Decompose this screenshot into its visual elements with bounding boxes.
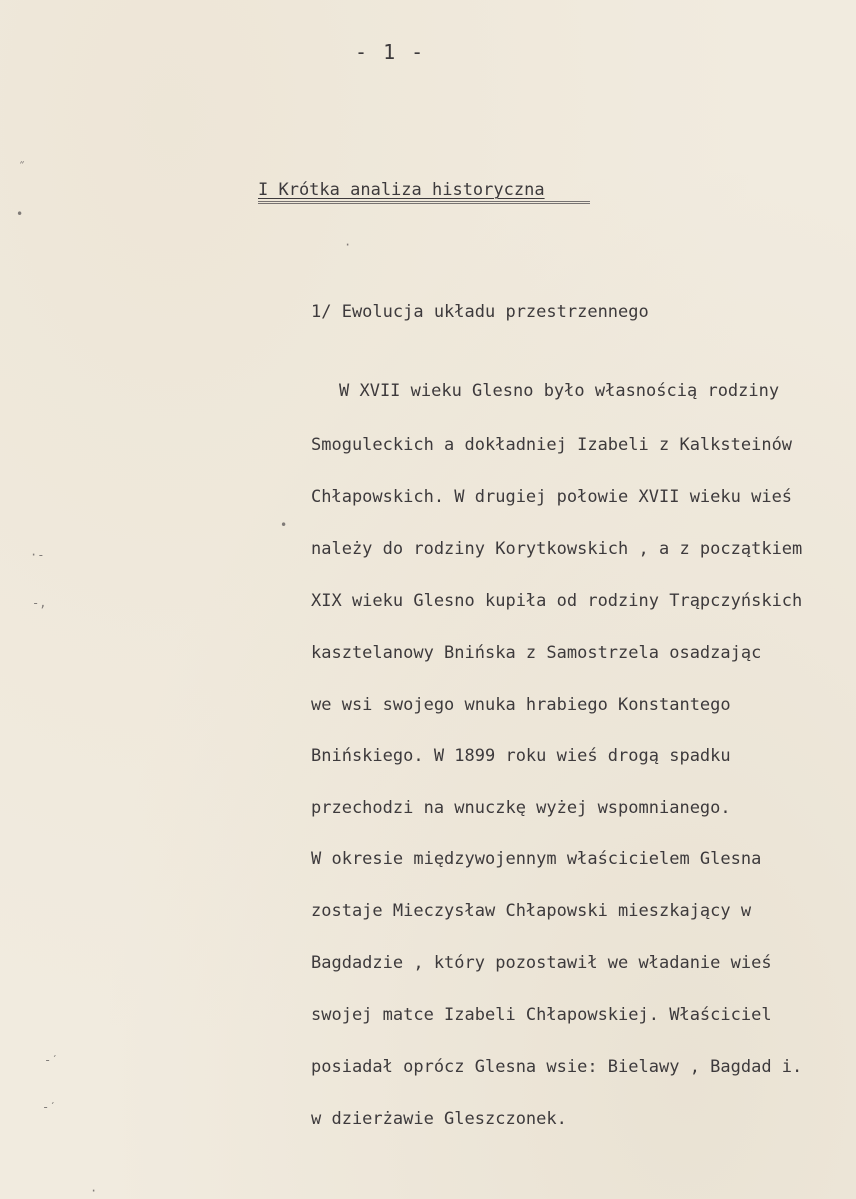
body-line: posiadał oprócz Glesna wsie: Bielawy , Bagdad i. <box>311 1057 803 1077</box>
body-line: zostaje Mieczysław Chłapowski mieszkający w <box>311 901 752 921</box>
body-line: Smoguleckich a dokładniej Izabeli z Kalksteinów <box>311 435 793 455</box>
scan-speck: • <box>280 518 288 532</box>
scan-speck: -ˊ <box>44 1053 59 1067</box>
body-line: Bagdadzie , który pozostawił we władanie wieś <box>311 953 772 973</box>
scan-speck: ·- <box>30 548 45 562</box>
body-line: w dzierżawie Gleszczonek. <box>311 1109 567 1129</box>
scan-speck: -ˊ <box>42 1100 57 1114</box>
scan-speck: · <box>344 238 352 252</box>
body-line: należy do rodziny Korytkowskich , a z początkiem <box>311 539 803 559</box>
body-line: XIX wieku Glesno kupiła od rodziny Trąpczyńskich <box>311 591 803 611</box>
body-line: przechodzi na wnuczkę wyżej wspomnianego. <box>311 798 731 818</box>
body-line: we wsi swojego wnuka hrabiego Konstantego <box>311 695 731 715</box>
page-number: - 1 - <box>355 40 426 64</box>
section-heading: I Krótka analiza historyczna <box>258 180 545 200</box>
scan-speck: • <box>16 207 24 221</box>
scan-speck: -, <box>32 596 47 610</box>
scan-speck: · <box>90 1184 98 1198</box>
scan-speck: ˝ <box>18 160 26 174</box>
body-line: Chłapowskich. W drugiej połowie XVII wieku wieś <box>311 487 793 507</box>
body-line: W XVII wieku Glesno było własnością rodziny <box>339 381 780 401</box>
body-line: kasztelanowy Bnińska z Samostrzela osadzając <box>311 643 762 663</box>
subsection-heading: 1/ Ewolucja układu przestrzennego <box>311 302 649 322</box>
body-line: Bnińskiego. W 1899 roku wieś drogą spadku <box>311 746 731 766</box>
body-line: W okresie międzywojennym właścicielem Glesna <box>311 849 762 869</box>
heading-double-underline <box>258 201 590 204</box>
body-line: swojej matce Izabeli Chłapowskiej. Właściciel <box>311 1005 772 1025</box>
